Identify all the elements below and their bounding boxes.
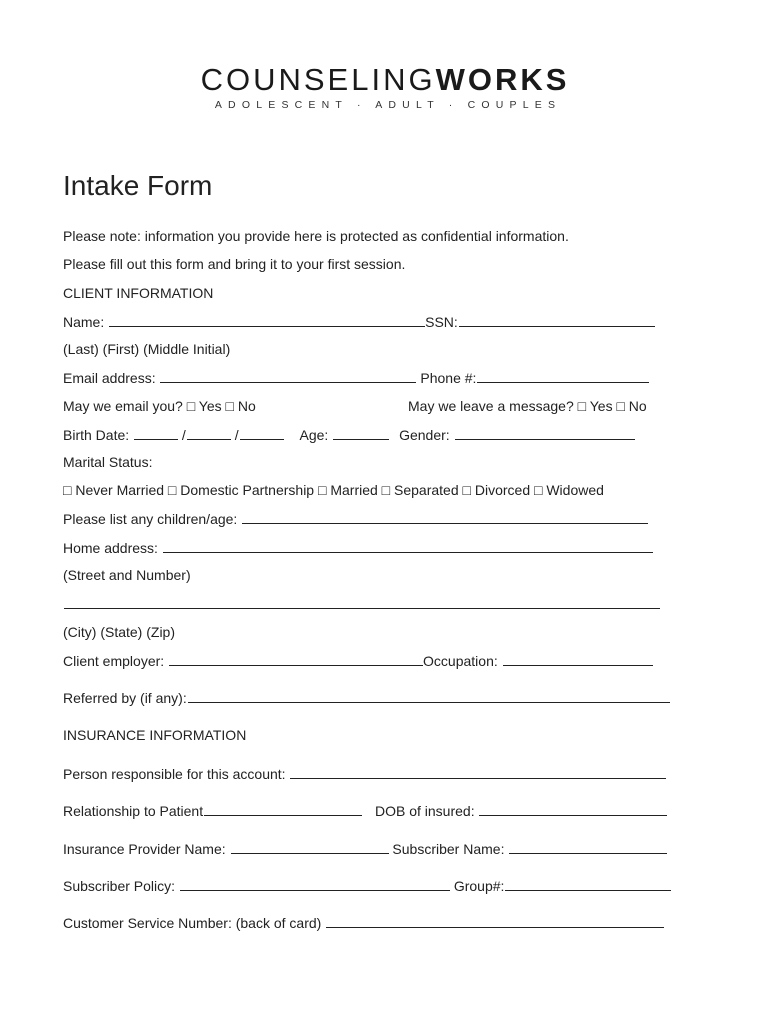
ssn-label: SSN: bbox=[425, 314, 458, 330]
age-field[interactable] bbox=[333, 425, 389, 440]
email-label: Email address: bbox=[63, 370, 156, 386]
home-address-label: Home address: bbox=[63, 540, 158, 556]
employer-label: Client employer: bbox=[63, 653, 165, 669]
relationship-row bbox=[63, 801, 667, 820]
birth-date-label: Birth Date: bbox=[63, 427, 130, 443]
occupation-label: Occupation: bbox=[423, 653, 498, 669]
gender-field[interactable] bbox=[455, 425, 635, 440]
referred-label: Referred by (if any): bbox=[63, 690, 187, 706]
address-line-2 bbox=[63, 594, 660, 613]
policy-field[interactable] bbox=[180, 876, 450, 891]
city-state-zip-field[interactable] bbox=[64, 594, 660, 609]
dob-insured-field[interactable] bbox=[479, 801, 667, 816]
ssn-field[interactable] bbox=[459, 312, 655, 327]
insurance-info-heading: INSURANCE INFORMATION bbox=[63, 727, 247, 743]
referred-row bbox=[63, 688, 670, 707]
birth-row bbox=[63, 425, 635, 444]
provider-field[interactable] bbox=[231, 839, 389, 854]
policy-row bbox=[63, 876, 671, 895]
street-hint: (Street and Number) bbox=[63, 567, 191, 583]
name-hint: (Last) (First) (Middle Initial) bbox=[63, 341, 231, 357]
birth-month-field[interactable] bbox=[134, 425, 178, 440]
provider-label: Insurance Provider Name: bbox=[63, 841, 226, 857]
date-separator: / bbox=[181, 427, 186, 443]
children-label: Please list any children/age: bbox=[63, 511, 238, 527]
group-label: Group#: bbox=[453, 878, 505, 894]
group-field[interactable] bbox=[505, 876, 671, 891]
email-row bbox=[63, 368, 649, 387]
marital-status-label: Marital Status: bbox=[63, 454, 153, 470]
logo-bold-text: WORKS bbox=[435, 62, 570, 97]
city-hint: (City) (State) (Zip) bbox=[63, 624, 175, 640]
client-info-heading: CLIENT INFORMATION bbox=[63, 285, 214, 301]
logo bbox=[0, 62, 770, 111]
home-address-field[interactable] bbox=[163, 538, 653, 553]
marital-status-options[interactable]: □ Never Married □ Domestic Partnership □ Married □ Separated □ Divorced □ Widowed bbox=[63, 482, 604, 498]
responsible-label: Person responsible for this account: bbox=[63, 766, 286, 782]
customer-service-field[interactable] bbox=[326, 913, 664, 928]
children-field[interactable] bbox=[242, 509, 648, 524]
confidential-note: Please note: information you provide here is protected as confidential information. bbox=[63, 228, 569, 244]
phone-field[interactable] bbox=[477, 368, 649, 383]
name-row bbox=[63, 312, 655, 331]
birth-year-field[interactable] bbox=[240, 425, 284, 440]
responsible-field[interactable] bbox=[290, 764, 666, 779]
employer-field[interactable] bbox=[169, 651, 423, 666]
logo-tagline: ADOLESCENT · ADULT · COUPLES bbox=[214, 99, 562, 111]
gender-label: Gender: bbox=[399, 427, 450, 443]
birth-day-field[interactable] bbox=[187, 425, 231, 440]
may-email-question[interactable]: May we email you? □ Yes □ No bbox=[63, 398, 256, 414]
dob-insured-label: DOB of insured: bbox=[374, 803, 475, 819]
bring-note: Please fill out this form and bring it to your first session. bbox=[63, 256, 406, 272]
customer-service-label: Customer Service Number: (back of card) bbox=[63, 915, 322, 931]
policy-label: Subscriber Policy: bbox=[63, 878, 176, 894]
relationship-label: Relationship to Patient bbox=[63, 803, 204, 819]
subscriber-name-field[interactable] bbox=[509, 839, 667, 854]
responsible-row bbox=[63, 764, 666, 783]
home-address-row bbox=[63, 538, 653, 557]
name-field[interactable] bbox=[109, 312, 425, 327]
relationship-field[interactable] bbox=[204, 801, 362, 816]
leave-message-question[interactable]: May we leave a message? □ Yes □ No bbox=[408, 398, 647, 414]
name-label: Name: bbox=[63, 314, 105, 330]
logo-light-text: COUNSELING bbox=[200, 62, 436, 97]
referred-field[interactable] bbox=[188, 688, 670, 703]
date-separator: / bbox=[234, 427, 239, 443]
subscriber-name-label: Subscriber Name: bbox=[392, 841, 505, 857]
employer-row bbox=[63, 651, 653, 670]
age-label: Age: bbox=[299, 427, 329, 443]
occupation-field[interactable] bbox=[503, 651, 653, 666]
phone-label: Phone #: bbox=[420, 370, 477, 386]
provider-row bbox=[63, 839, 667, 858]
logo-wordmark bbox=[0, 62, 770, 98]
customer-service-row bbox=[63, 913, 664, 932]
page-title: Intake Form bbox=[63, 170, 213, 201]
children-row bbox=[63, 509, 648, 528]
email-field[interactable] bbox=[160, 368, 416, 383]
